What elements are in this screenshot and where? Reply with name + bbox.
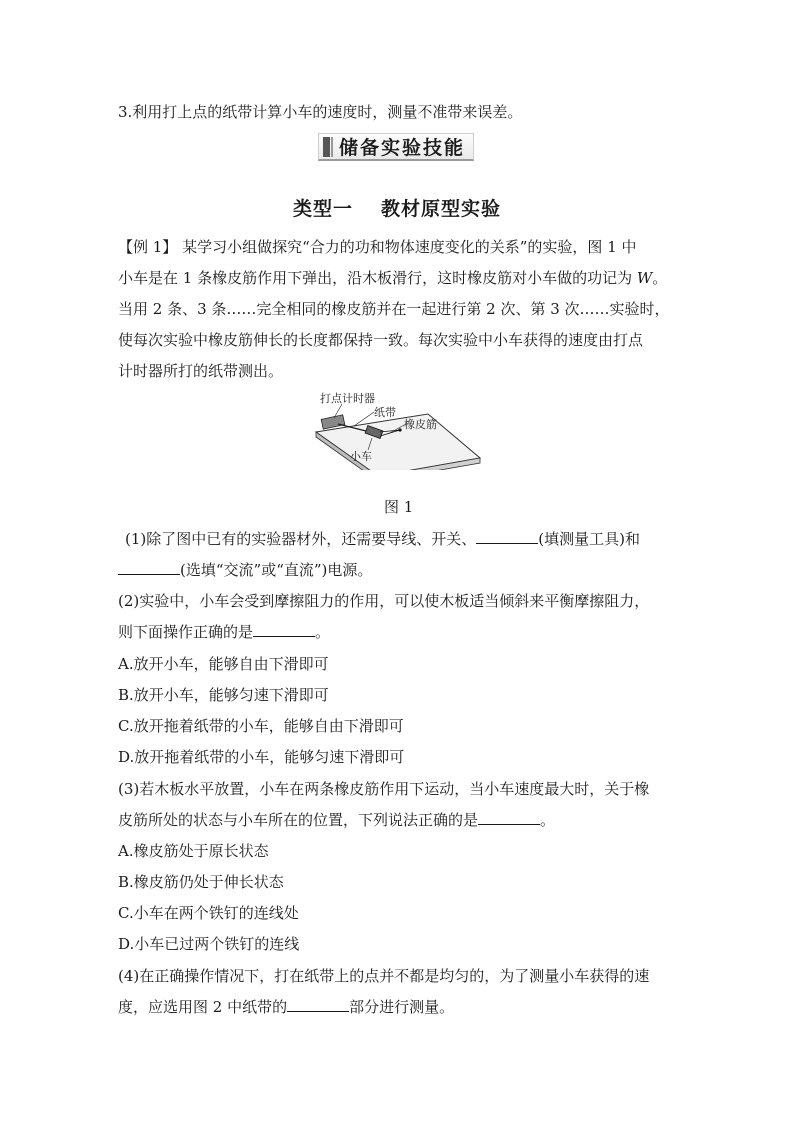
- answer-blank[interactable]: [476, 529, 538, 544]
- answer-blank[interactable]: [253, 622, 315, 637]
- q4-text: 度，应选用图 2 中纸带的: [118, 998, 288, 1016]
- section-banner-title: 储备实验技能: [339, 137, 466, 159]
- option-3c: C.小车在两个铁钉的连线处: [118, 904, 299, 922]
- question-3-line-1: (3)若木板水平放置，小车在两条橡皮筋作用下运动，当小车速度最大时，关于橡: [118, 780, 650, 798]
- answer-blank[interactable]: [287, 997, 349, 1012]
- label-rubber-band: 橡皮筋: [404, 418, 437, 431]
- q1-text-3: (选填“交流”或“直流”)电源。: [180, 561, 373, 579]
- q2-period: 。: [315, 623, 331, 641]
- q1-text-2: (填测量工具)和: [538, 530, 640, 548]
- question-4-line-1: (4)在正确操作情况下，打在纸带上的点并不都是均匀的，为了测量小车获得的速: [118, 967, 650, 985]
- option-2d: D.放开拖着纸带的小车，能够匀速下滑即可: [118, 748, 405, 766]
- q1-text: (1)除了图中已有的实验器材外，还需要导线、开关、: [125, 530, 477, 548]
- q4-text-2: 部分进行测量。: [349, 998, 455, 1016]
- previous-item-3: 3.利用打上点的纸带计算小车的速度时，测量不准带来误差。: [118, 103, 523, 121]
- option-3b: B.橡皮筋仍处于伸长状态: [118, 873, 284, 891]
- q3-text: 皮筋所处的状态与小车所在的位置，下列说法正确的是: [118, 811, 479, 829]
- label-timer: 打点计时器: [320, 392, 375, 405]
- question-1-line-2: [118, 559, 372, 581]
- label-tape: 纸带: [374, 406, 396, 419]
- subheading-type: 类型一: [292, 198, 353, 220]
- example-intro-line-5: 计时器所打的纸带测出。: [118, 362, 284, 380]
- figure-caption: 图 1: [384, 498, 414, 516]
- question-4-line-2: [118, 996, 454, 1018]
- option-2b: B.放开小车，能够匀速下滑即可: [118, 686, 329, 704]
- option-3a: A.橡皮筋处于原长状态: [118, 842, 269, 860]
- question-2-line-2: [118, 621, 330, 643]
- banner-bar-thin-icon: [331, 137, 333, 157]
- work-symbol: W: [636, 269, 653, 287]
- option-2c: C.放开拖着纸带的小车，能够自由下滑即可: [118, 717, 404, 735]
- question-3-line-2: [118, 809, 555, 831]
- q3-period: 。: [540, 811, 556, 829]
- subheading-title: 教材原型实验: [381, 198, 502, 220]
- question-2-line-1: (2)实验中，小车会受到摩擦阻力的作用，可以使木板适当倾斜来平衡摩擦阻力，: [118, 592, 650, 610]
- answer-blank[interactable]: [478, 810, 540, 825]
- example-intro-line-3: 当用 2 条、3 条……完全相同的橡皮筋并在一起进行第 2 次、第 3 次……实验时，: [118, 300, 670, 318]
- subheading: [0, 194, 794, 221]
- option-2a: A.放开小车，能够自由下滑即可: [118, 655, 329, 673]
- example-intro-line-2: [118, 267, 667, 289]
- q2-text: 则下面操作正确的是: [118, 623, 254, 641]
- example-intro-period: 。: [652, 269, 668, 287]
- question-1-line-1: [125, 528, 640, 550]
- example-intro-line-1: 【例 1】 某学习小组做探究“合力的功和物体速度变化的关系”的实验，图 1 中: [118, 238, 637, 256]
- section-banner: [318, 133, 474, 161]
- figure-1: [308, 390, 488, 470]
- banner-bar-icon: [323, 137, 330, 157]
- answer-blank[interactable]: [118, 560, 180, 575]
- example-intro-line-4: 使每次实验中橡皮筋伸长的长度都保持一致。每次实验中小车获得的速度由打点: [118, 331, 644, 349]
- example-intro-text: 小车是在 1 条橡皮筋作用下弹出，沿木板滑行，这时橡皮筋对小车做的功记为: [118, 269, 637, 287]
- option-3d: D.小车已过两个铁钉的连线: [118, 935, 300, 953]
- label-cart: 小车: [350, 450, 372, 463]
